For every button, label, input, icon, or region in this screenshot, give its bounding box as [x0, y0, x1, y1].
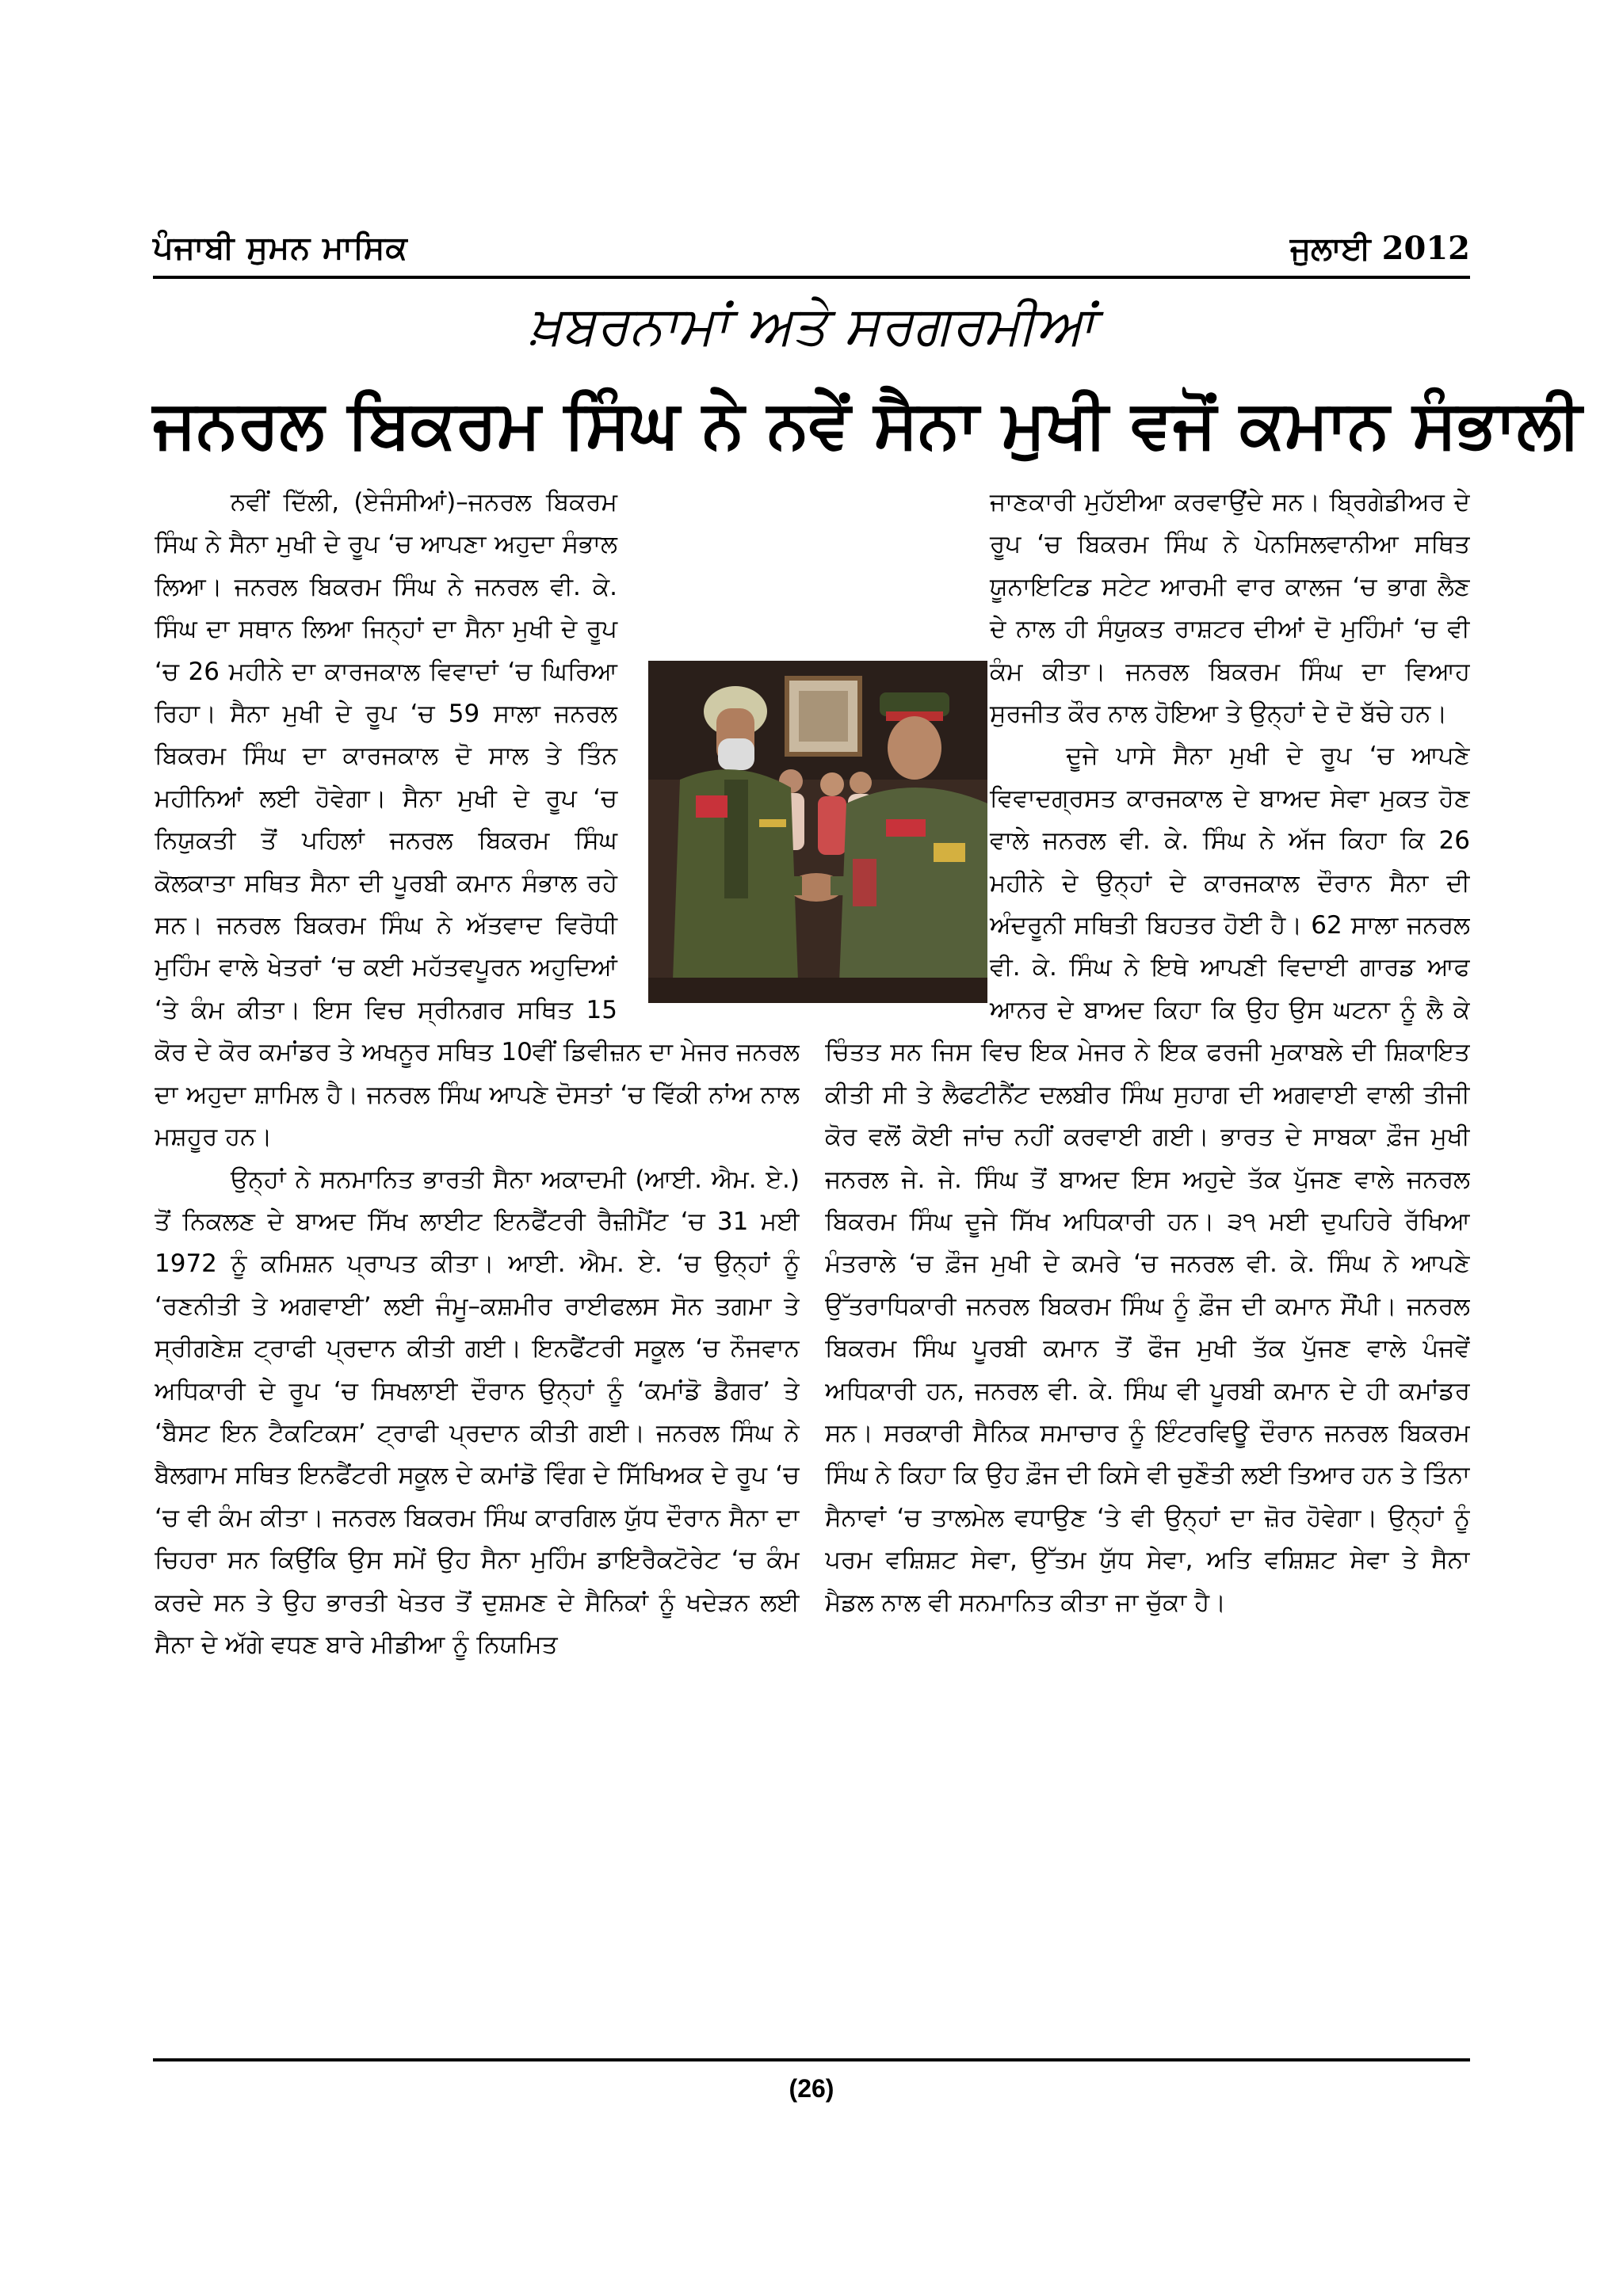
footer-rule	[153, 2058, 1470, 2061]
article-paragraph: ਉਨ੍ਹਾਂ ਨੇ ਸਨਮਾਨਿਤ ਭਾਰਤੀ ਸੈਨਾ ਅਕਾਦਮੀ (ਆਈ. ਐਮ. ਏ.) ਤੋਂ ਨਿਕਲਣ ਦੇ ਬਾਅਦ ਸਿੱਖ ਲਾਈਟ ਇਨਫੈਂਟਰੀ ਰੈਜ਼ੀਮੈਂਟ ‘ਚ 31 ਮਈ 1972 ਨੂੰ ਕਮਿਸ਼ਨ ਪ੍ਰਾਪਤ ਕੀਤਾ। ਆਈ. ਐਮ. ਏ. ‘ਚ ਉਨ੍ਹਾਂ ਨੂੰ ‘ਰਣਨੀਤੀ ਤੇ ਅਗਵਾਈ’ ਲਈ ਜੰਮੂ–ਕਸ਼ਮੀਰ ਰਾਈਫਲਸ ਸੋਨ ਤਗਮਾ ਤੇ ਸ੍ਰੀਗਣੇਸ਼ ਟ੍ਰਾਫੀ ਪ੍ਰਦਾਨ ਕੀਤੀ ਗਈ। ਇਨਫੈਂਟਰੀ ਸਕੂਲ ‘ਚ ਨੌਜਵਾਨ ਅਧਿਕਾਰੀ ਦੇ ਰੂਪ ‘ਚ ਸਿਖਲਾਈ ਦੌਰਾਨ ਉਨ੍ਹਾਂ ਨੂੰ ‘ਕਮਾਂਡੋ ਡੈਗਰ’ ਤੇ ‘ਬੈਸਟ ਇਨ ਟੈਕਟਿਕਸ’ ਟ੍ਰਾਫੀ ਪ੍ਰਦਾਨ ਕੀਤੀ ਗਈ। ਜਨਰਲ ਸਿੰਘ ਨੇ ਬੈਲਗਾਮ ਸਥਿਤ ਇਨਫੈਂਟਰੀ ਸਕੂਲ ਦੇ ਕਮਾਂਡੋ ਵਿੰਗ ਦੇ ਸਿੱਖਿਅਕ ਦੇ ਰੂਪ ‘ਚ ‘ਚ ਵੀ ਕੰਮ ਕੀਤਾ। ਜਨਰਲ ਬਿਕਰਮ ਸਿੰਘ ਕਾਰਗਿਲ ਯੁੱਧ ਦੌਰਾਨ ਸੈਨਾ ਦਾ ਚਿਹਰਾ ਸਨ ਕਿਉਂਕਿ ਉਸ ਸਮੇਂ ਉਹ ਸੈਨਾ ਮੁਹਿੰਮ ਡਾਇਰੈਕਟੋਰੇਟ ‘ਚ ਕੰਮ ਕਰਦੇ ਸਨ ਤੇ ਉਹ ਭਾਰਤੀ ਖੇਤਰ ਤੋਂ ਦੁਸ਼ਮਣ ਦੇ ਸੈਨਿਕਾਂ ਨੂੰ ਖਦੇੜਨ ਲਈ ਸੈਨਾ ਦੇ ਅੱਗੇ ਵਧਣ ਬਾਰੇ ਮੀਡੀਆ ਨੂੰ ਨਿਯਮਿਤ	[155, 1165, 800, 1659]
header-rule	[153, 276, 1470, 279]
headline: ਜਨਰਲ ਬਿਕਰਮ ਸਿੰਘ ਨੇ ਨਵੇਂ ਸੈਨਾ ਮੁਖੀ ਵਜੋਂ ਕਮਾਨ ਸੰਭਾਲੀ	[153, 385, 1582, 463]
article-paragraph: ਜਾਣਕਾਰੀ ਮੁਹੱਈਆ ਕਰਵਾਉਂਦੇ ਸਨ। ਬ੍ਰਿਗੇਡੀਅਰ ਦੇ ਰੂਪ ‘ਚ ਬਿਕਰਮ ਸਿੰਘ ਨੇ ਪੇਨਸਿਲਵਾਨੀਆ ਸਥਿਤ ਯੂਨਾਇਟਿਡ ਸਟੇਟ ਆਰਮੀ ਵਾਰ ਕਾਲਜ ‘ਚ ਭਾਗ ਲੈਣ ਦੇ ਨਾਲ ਹੀ ਸੰਯੁਕਤ ਰਾਸ਼ਟਰ ਦੀਆਂ ਦੋ ਮੁਹਿੰਮਾਂ ‘ਚ ਵੀ ਕੰਮ ਕੀਤਾ। ਜਨਰਲ ਬਿਕਰਮ ਸਿੰਘ ਦਾ ਵਿਆਹ ਸੁਰਜੀਤ ਕੌਰ ਨਾਲ ਹੋਇਆ ਤੇ ਉਨ੍ਹਾਂ ਦੇ ਦੋ ਬੱਚੇ ਹਨ।	[990, 488, 1470, 729]
article-paragraph: ਦੂਜੇ ਪਾਸੇ ਸੈਨਾ ਮੁਖੀ ਦੇ ਰੂਪ ‘ਚ ਆਪਣੇ ਵਿਵਾਦਗ੍ਰਸਤ ਕਾਰਜਕਾਲ ਦੇ ਬਾਅਦ ਸੇਵਾ ਮੁਕਤ ਹੋਣ ਵਾਲੇ ਜਨਰਲ ਵੀ. ਕੇ. ਸਿੰਘ ਨੇ ਅੱਜ ਕਿਹਾ ਕਿ 26 ਮਹੀਨੇ ਦੇ ਉਨ੍ਹਾਂ ਦੇ ਕਾਰਜਕਾਲ ਦੌਰਾਨ ਸੈਨਾ ਦੀ ਅੰਦਰੂਨੀ ਸਥਿਤੀ ਬਿਹਤਰ ਹੋਈ ਹੈ। 62 ਸਾਲਾ ਜਨਰਲ ਵੀ. ਕੇ. ਸਿੰਘ ਨੇ ਇਥੇ ਆਪਣੀ ਵਿਦਾਈ ਗਾਰਡ ਆਫ ਆਨਰ ਦੇ ਬਾਅਦ ਕਿਹਾ ਕਿ ਉਹ ਉਸ ਘਟਨਾ ਨੂੰ ਲੈ ਕੇ ਚਿੰਤਤ ਸਨ ਜਿਸ ਵਿਚ ਇਕ ਮੇਜਰ ਨੇ ਇਕ ਫਰਜੀ ਮੁਕਾਬਲੇ ਦੀ ਸ਼ਿਕਾਇਤ ਕੀਤੀ ਸੀ ਤੇ ਲੈਫਟੀਨੈਂਟ ਦਲਬੀਰ ਸਿੰਘ ਸੁਹਾਗ ਦੀ ਅਗਵਾਈ ਵਾਲੀ ਤੀਜੀ ਕੋਰ ਵਲੋਂ ਕੋਈ ਜਾਂਚ ਨਹੀਂ ਕਰਵਾਈ ਗਈ। ਭਾਰਤ ਦੇ ਸਾਬਕਾ ਫ਼ੌਜ ਮੁਖੀ ਜਨਰਲ ਜੇ. ਜੇ. ਸਿੰਘ ਤੋਂ ਬਾਅਦ ਇਸ ਅਹੁਦੇ ਤੱਕ ਪੁੱਜਣ ਵਾਲੇ ਜਨਰਲ ਬਿਕਰਮ ਸਿੰਘ ਦੂਜੇ ਸਿੱਖ ਅਧਿਕਾਰੀ ਹਨ। ੩੧ ਮਈ ਦੁਪਹਿਰੇ ਰੱਖਿਆ ਮੰਤਰਾਲੇ ‘ਚ ਫ਼ੌਜ ਮੁਖੀ ਦੇ ਕਮਰੇ ‘ਚ ਜਨਰਲ ਵੀ. ਕੇ. ਸਿੰਘ ਨੇ ਆਪਣੇ ਉੱਤਰਾਧਿਕਾਰੀ ਜਨਰਲ ਬਿਕਰਮ ਸਿੰਘ ਨੂੰ ਫ਼ੌਜ ਦੀ ਕਮਾਨ ਸੌਂਪੀ। ਜਨਰਲ ਬਿਕਰਮ ਸਿੰਘ ਪੂਰਬੀ ਕਮਾਨ ਤੋਂ ਫੌਜ ਮੁਖੀ ਤੱਕ ਪੁੱਜਣ ਵਾਲੇ ਪੰਜਵੇਂ ਅਧਿਕਾਰੀ ਹਨ, ਜਨਰਲ ਵੀ. ਕੇ. ਸਿੰਘ ਵੀ ਪੂਰਬੀ ਕਮਾਨ ਦੇ ਹੀ ਕਮਾਂਡਰ ਸਨ। ਸਰਕਾਰੀ ਸੈਨਿਕ ਸਮਾਚਾਰ ਨੂੰ ਇੰਟਰਵਿਊ ਦੌਰਾਨ ਜਨਰਲ ਬਿਕਰਮ ਸਿੰਘ ਨੇ ਕਿਹਾ ਕਿ ਉਹ ਫ਼ੌਜ ਦੀ ਕਿਸੇ ਵੀ ਚੁਣੌਤੀ ਲਈ ਤਿਆਰ ਹਨ ਤੇ ਤਿੰਨਾ ਸੈਨਾਵਾਂ ‘ਚ ਤਾਲਮੇਲ ਵਧਾਉਣ ‘ਤੇ ਵੀ ਉਨ੍ਹਾਂ ਦਾ ਜ਼ੋਰ ਹੋਵੇਗਾ। ਉਨ੍ਹਾਂ ਨੂੰ ਪਰਮ ਵਸ਼ਿਸ਼ਟ ਸੇਵਾ, ਉੱਤਮ ਯੁੱਧ ਸੇਵਾ, ਅਤਿ ਵਸ਼ਿਸ਼ਟ ਸੇਵਾ ਤੇ ਸੈਨਾ ਮੈਡਲ ਨਾਲ ਵੀ ਸਨਮਾਨਿਤ ਕੀਤਾ ਜਾ ਚੁੱਕਾ ਹੈ।	[825, 742, 1470, 1617]
page-number: (26)	[789, 2074, 834, 2103]
section-kicker: ਖ਼ਬਰਨਾਮਾਂ ਅਤੇ ਸਰਗਰਮੀਆਂ	[528, 295, 1095, 357]
issue-month: ਜੁਲਾਈ	[1289, 231, 1371, 267]
issue-year: 2012	[1381, 230, 1470, 267]
article-paragraph: ਨਵੀਂ ਦਿੱਲੀ, (ਏਜੰਸੀਆਂ)–ਜਨਰਲ ਬਿਕਰਮ ਸਿੰਘ ਨੇ ਸੈਨਾ ਮੁਖੀ ਦੇ ਰੂਪ ‘ਚ ਆਪਣਾ ਅਹੁਦਾ ਸੰਭਾਲ ਲਿਆ। ਜਨਰਲ ਬਿਕਰਮ ਸਿੰਘ ਨੇ ਜਨਰਲ ਵੀ. ਕੇ. ਸਿੰਘ ਦਾ ਸਥਾਨ ਲਿਆ ਜਿਨ੍ਹਾਂ ਦਾ ਸੈਨਾ ਮੁਖੀ ਦੇ ਰੂਪ ‘ਚ 26 ਮਹੀਨੇ ਦਾ ਕਾਰਜਕਾਲ ਵਿਵਾਦਾਂ ‘ਚ ਘਿਰਿਆ ਰਿਹਾ। ਸੈਨਾ ਮੁਖੀ ਦੇ ਰੂਪ ‘ਚ 59 ਸਾਲਾ ਜਨਰਲ ਬਿਕਰਮ ਸਿੰਘ ਦਾ ਕਾਰਜਕਾਲ ਦੋ ਸਾਲ ਤੇ ਤਿੰਨ ਮਹੀਨਿਆਂ ਲਈ ਹੋਵੇਗਾ। ਸੈਨਾ ਮੁਖੀ ਦੇ ਰੂਪ ‘ਚ ਨਿਯੁਕਤੀ ਤੋਂ ਪਹਿਲਾਂ ਜਨਰਲ ਬਿਕਰਮ ਸਿੰਘ ਕੋਲਕਾਤਾ ਸਥਿਤ ਸੈਨਾ ਦੀ ਪੂਰਬੀ ਕਮਾਨ ਸੰਭਾਲ ਰਹੇ ਸਨ। ਜਨਰਲ ਬਿਕਰਮ ਸਿੰਘ ਨੇ ਅੱਤਵਾਦ ਵਿਰੋਧੀ ਮੁਹਿੰਮ ਵਾਲੇ ਖੇਤਰਾਂ ‘ਚ ਕਈ ਮਹੱਤਵਪੂਰਨ ਅਹੁਦਿਆਂ ‘ਤੇ ਕੰਮ ਕੀਤਾ। ਇਸ ਵਿਚ ਸ੍ਰੀਨਗਰ ਸਥਿਤ 15 ਕੋਰ ਦੇ ਕੋਰ ਕਮਾਂਡਰ ਤੇ ਅਖਨੂਰ ਸਥਿਤ 10ਵੀਂ ਡਿਵੀਜ਼ਨ ਦਾ ਮੇਜਰ ਜਨਰਲ ਦਾ ਅਹੁਦਾ ਸ਼ਾਮਿਲ ਹੈ। ਜਨਰਲ ਸਿੰਘ ਆਪਣੇ ਦੋਸਤਾਂ ‘ਚ ਵਿੱਕੀ ਨਾਂਅ ਨਾਲ ਮਸ਼ਹੂਰ ਹਨ।	[155, 488, 800, 1152]
photo-illustration	[648, 661, 987, 1003]
issue-date	[1290, 230, 1470, 267]
news-photo	[648, 661, 987, 1003]
publication-name: ਪੰਜਾਬੀ ਸੁਮਨ ਮਾਸਿਕ	[153, 230, 408, 266]
page-header	[153, 230, 1470, 277]
